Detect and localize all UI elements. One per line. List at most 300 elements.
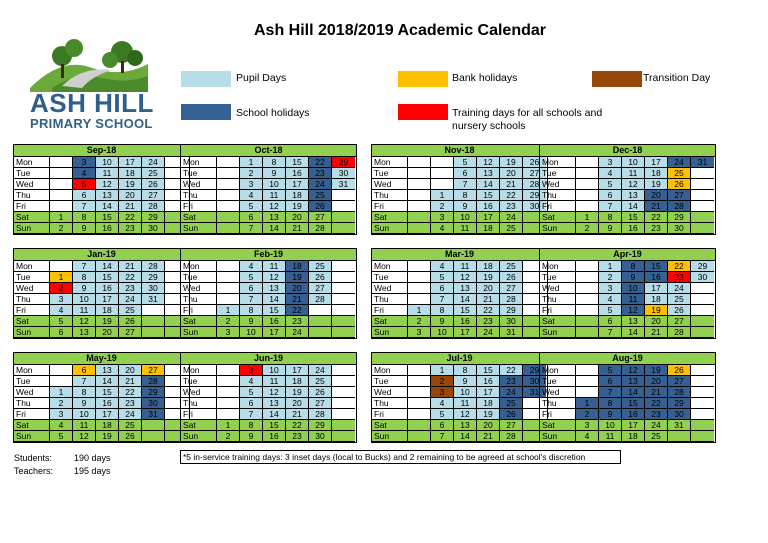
- day-name: Thu: [372, 190, 408, 201]
- day-cell: 11: [454, 261, 477, 272]
- month-title: Mar-19: [372, 249, 547, 261]
- day-cell: 19: [96, 431, 119, 442]
- legend-label-pupil: Pupil Days: [236, 72, 287, 84]
- day-cell: 23: [645, 223, 668, 234]
- day-cell: 24: [142, 157, 165, 168]
- day-cell: 26: [119, 316, 142, 327]
- day-cell: 6: [599, 190, 622, 201]
- day-cell: [691, 327, 714, 338]
- day-cell: 1: [50, 212, 73, 223]
- day-name: Mon: [540, 157, 576, 168]
- day-cell: 11: [622, 294, 645, 305]
- day-cell: 25: [142, 168, 165, 179]
- day-cell: 25: [500, 398, 523, 409]
- day-name: Sun: [540, 431, 576, 442]
- day-cell: 11: [263, 190, 286, 201]
- day-cell: [576, 316, 599, 327]
- week-row: [372, 376, 547, 387]
- week-row: [14, 212, 189, 223]
- day-cell: 15: [96, 387, 119, 398]
- day-name: Sat: [14, 316, 50, 327]
- day-cell: [576, 261, 599, 272]
- day-cell: 5: [240, 387, 263, 398]
- day-name: Mon: [14, 365, 50, 376]
- day-cell: 12: [622, 365, 645, 376]
- day-name: Mon: [372, 157, 408, 168]
- day-cell: 26: [668, 305, 691, 316]
- day-cell: 21: [645, 201, 668, 212]
- day-cell: 3: [408, 327, 431, 338]
- day-cell: 25: [668, 294, 691, 305]
- day-cell: 2: [50, 283, 73, 294]
- day-cell: 16: [96, 283, 119, 294]
- day-cell: 21: [500, 179, 523, 190]
- day-cell: 23: [309, 168, 332, 179]
- day-name: Sat: [181, 316, 217, 327]
- day-cell: 5: [599, 305, 622, 316]
- day-cell: [691, 420, 714, 431]
- day-cell: 31: [332, 179, 355, 190]
- day-name: Thu: [181, 294, 217, 305]
- day-cell: 24: [309, 179, 332, 190]
- day-cell: 10: [454, 387, 477, 398]
- students-label: Students:: [14, 453, 53, 463]
- day-cell: 11: [96, 168, 119, 179]
- day-name: Sun: [14, 223, 50, 234]
- day-name: Sat: [372, 212, 408, 223]
- day-cell: 9: [599, 223, 622, 234]
- day-cell: 24: [645, 420, 668, 431]
- day-cell: 21: [286, 409, 309, 420]
- day-cell: 7: [240, 409, 263, 420]
- day-cell: 17: [477, 212, 500, 223]
- day-cell: 29: [523, 190, 546, 201]
- week-row: [372, 168, 547, 179]
- month-title: May-19: [14, 353, 189, 365]
- day-cell: 9: [240, 316, 263, 327]
- day-cell: 16: [622, 223, 645, 234]
- day-name: Tue: [14, 168, 50, 179]
- day-cell: 5: [240, 201, 263, 212]
- day-cell: 22: [500, 365, 523, 376]
- day-cell: 24: [500, 387, 523, 398]
- day-name: Sat: [540, 420, 576, 431]
- day-cell: 17: [286, 179, 309, 190]
- day-cell: [408, 190, 431, 201]
- day-cell: 10: [240, 327, 263, 338]
- day-cell: 18: [286, 190, 309, 201]
- day-name: Sun: [540, 223, 576, 234]
- day-cell: 14: [263, 409, 286, 420]
- day-cell: 3: [50, 409, 73, 420]
- week-row: [181, 223, 356, 234]
- day-cell: 1: [50, 387, 73, 398]
- day-cell: 24: [119, 294, 142, 305]
- day-cell: 20: [477, 283, 500, 294]
- week-row: [14, 409, 189, 420]
- day-cell: 17: [119, 157, 142, 168]
- day-cell: [576, 365, 599, 376]
- week-row: [540, 261, 715, 272]
- day-cell: 10: [263, 179, 286, 190]
- day-name: Fri: [181, 201, 217, 212]
- week-row: [181, 376, 356, 387]
- day-cell: [408, 179, 431, 190]
- day-cell: [691, 283, 714, 294]
- day-cell: 14: [96, 201, 119, 212]
- legend-swatch-holidays: [181, 104, 231, 120]
- day-cell: 7: [73, 376, 96, 387]
- day-name: Fri: [14, 409, 50, 420]
- week-row: [14, 327, 189, 338]
- month-title: Jan-19: [14, 249, 189, 261]
- day-cell: [691, 398, 714, 409]
- day-name: Thu: [14, 294, 50, 305]
- day-cell: 2: [599, 272, 622, 283]
- day-cell: [217, 409, 240, 420]
- day-cell: 11: [73, 420, 96, 431]
- day-name: Sun: [372, 223, 408, 234]
- day-cell: 14: [622, 327, 645, 338]
- day-cell: 11: [263, 261, 286, 272]
- week-row: [14, 387, 189, 398]
- day-name: Tue: [540, 168, 576, 179]
- day-cell: 24: [668, 283, 691, 294]
- day-cell: 10: [73, 409, 96, 420]
- day-cell: 17: [477, 387, 500, 398]
- day-name: Mon: [14, 261, 50, 272]
- day-cell: 3: [576, 420, 599, 431]
- day-cell: 23: [645, 409, 668, 420]
- day-cell: 6: [431, 420, 454, 431]
- day-name: Fri: [372, 305, 408, 316]
- day-cell: [576, 305, 599, 316]
- day-cell: 9: [431, 316, 454, 327]
- day-cell: [332, 283, 355, 294]
- week-row: [14, 179, 189, 190]
- day-cell: 20: [645, 316, 668, 327]
- day-cell: 2: [50, 398, 73, 409]
- day-cell: 23: [119, 283, 142, 294]
- day-name: Sat: [14, 212, 50, 223]
- day-cell: 3: [50, 294, 73, 305]
- day-cell: [309, 327, 332, 338]
- day-cell: 18: [286, 376, 309, 387]
- legend-label-bank: Bank holidays: [452, 72, 518, 84]
- day-cell: 25: [500, 261, 523, 272]
- day-cell: 27: [668, 316, 691, 327]
- day-cell: 11: [73, 305, 96, 316]
- day-cell: 9: [454, 376, 477, 387]
- day-cell: 10: [622, 283, 645, 294]
- day-cell: 20: [645, 376, 668, 387]
- day-cell: 26: [668, 179, 691, 190]
- week-row: [14, 283, 189, 294]
- day-cell: [408, 283, 431, 294]
- day-name: Mon: [181, 157, 217, 168]
- students-days: 190 days: [74, 453, 111, 463]
- day-cell: 31: [668, 420, 691, 431]
- day-cell: [691, 431, 714, 442]
- day-cell: 13: [73, 327, 96, 338]
- day-cell: [332, 212, 355, 223]
- day-cell: 6: [599, 316, 622, 327]
- day-cell: 4: [73, 168, 96, 179]
- week-row: [540, 327, 715, 338]
- day-cell: 19: [286, 387, 309, 398]
- day-cell: 17: [645, 283, 668, 294]
- day-cell: 26: [500, 409, 523, 420]
- week-row: [181, 327, 356, 338]
- day-cell: 9: [240, 431, 263, 442]
- day-cell: 4: [431, 261, 454, 272]
- day-cell: 12: [96, 179, 119, 190]
- day-cell: 30: [332, 168, 355, 179]
- day-cell: 14: [622, 201, 645, 212]
- day-cell: 25: [668, 168, 691, 179]
- day-cell: 17: [96, 294, 119, 305]
- day-cell: 3: [73, 157, 96, 168]
- day-cell: [50, 190, 73, 201]
- day-cell: 27: [309, 398, 332, 409]
- day-cell: 20: [286, 212, 309, 223]
- day-cell: [217, 190, 240, 201]
- day-cell: [691, 305, 714, 316]
- day-cell: 11: [454, 398, 477, 409]
- day-name: Sun: [540, 327, 576, 338]
- day-cell: 19: [286, 201, 309, 212]
- week-row: [14, 365, 189, 376]
- week-row: [540, 316, 715, 327]
- day-cell: 9: [599, 409, 622, 420]
- day-cell: 28: [668, 387, 691, 398]
- day-cell: 1: [431, 190, 454, 201]
- day-cell: [576, 190, 599, 201]
- day-cell: 25: [645, 431, 668, 442]
- day-cell: 29: [142, 272, 165, 283]
- day-cell: [408, 398, 431, 409]
- day-cell: 20: [119, 365, 142, 376]
- day-name: Thu: [181, 190, 217, 201]
- day-cell: 26: [119, 431, 142, 442]
- day-cell: [691, 376, 714, 387]
- day-cell: [332, 223, 355, 234]
- day-cell: 1: [576, 212, 599, 223]
- day-cell: 21: [645, 387, 668, 398]
- day-cell: 9: [73, 223, 96, 234]
- legend-label-transition: Transition Day: [643, 72, 711, 84]
- month-title: Feb-19: [181, 249, 356, 261]
- week-row: [540, 212, 715, 223]
- day-cell: 20: [286, 283, 309, 294]
- day-cell: 25: [309, 190, 332, 201]
- day-cell: 14: [96, 261, 119, 272]
- day-cell: 6: [240, 212, 263, 223]
- day-cell: 3: [240, 179, 263, 190]
- week-row: [540, 294, 715, 305]
- day-cell: [217, 376, 240, 387]
- day-cell: 13: [622, 316, 645, 327]
- day-cell: [408, 261, 431, 272]
- day-cell: 12: [73, 316, 96, 327]
- day-cell: 9: [263, 168, 286, 179]
- day-name: Tue: [540, 272, 576, 283]
- day-cell: 24: [668, 157, 691, 168]
- day-name: Mon: [372, 261, 408, 272]
- day-cell: 19: [645, 365, 668, 376]
- day-name: Tue: [372, 168, 408, 179]
- day-cell: [309, 305, 332, 316]
- day-name: Thu: [14, 398, 50, 409]
- day-cell: 22: [119, 212, 142, 223]
- day-cell: 19: [500, 157, 523, 168]
- week-row: [14, 168, 189, 179]
- day-cell: 2: [576, 223, 599, 234]
- day-cell: [50, 157, 73, 168]
- day-cell: 16: [477, 201, 500, 212]
- week-row: [181, 431, 356, 442]
- week-row: [14, 261, 189, 272]
- month-title: Jul-19: [372, 353, 547, 365]
- month-block: [180, 144, 357, 235]
- day-name: Sat: [372, 316, 408, 327]
- day-cell: 16: [454, 316, 477, 327]
- day-cell: 15: [645, 261, 668, 272]
- day-cell: 21: [477, 431, 500, 442]
- day-cell: 18: [96, 420, 119, 431]
- day-cell: 22: [645, 398, 668, 409]
- day-cell: 27: [309, 283, 332, 294]
- day-cell: 5: [599, 365, 622, 376]
- day-cell: 22: [645, 212, 668, 223]
- week-row: [540, 157, 715, 168]
- day-cell: [332, 201, 355, 212]
- day-cell: 22: [500, 190, 523, 201]
- month-title: Nov-18: [372, 145, 547, 157]
- day-cell: 23: [286, 316, 309, 327]
- day-cell: 17: [454, 327, 477, 338]
- day-cell: 30: [523, 201, 546, 212]
- day-cell: 31: [523, 387, 546, 398]
- day-cell: 28: [500, 294, 523, 305]
- day-cell: 9: [622, 272, 645, 283]
- day-cell: 3: [599, 283, 622, 294]
- day-cell: 11: [622, 168, 645, 179]
- day-cell: [691, 316, 714, 327]
- day-name: Tue: [181, 376, 217, 387]
- day-cell: 18: [477, 261, 500, 272]
- day-cell: 18: [119, 168, 142, 179]
- week-row: [372, 223, 547, 234]
- day-cell: 4: [599, 294, 622, 305]
- week-row: [540, 283, 715, 294]
- day-name: Sat: [540, 316, 576, 327]
- day-cell: 4: [431, 398, 454, 409]
- day-cell: [50, 376, 73, 387]
- day-cell: 23: [119, 223, 142, 234]
- day-cell: 12: [263, 272, 286, 283]
- day-name: Fri: [540, 409, 576, 420]
- day-cell: 5: [454, 157, 477, 168]
- day-cell: [576, 387, 599, 398]
- day-cell: [576, 327, 599, 338]
- day-cell: [142, 327, 165, 338]
- day-cell: 31: [142, 294, 165, 305]
- day-cell: 26: [309, 387, 332, 398]
- day-cell: 6: [454, 168, 477, 179]
- day-name: Sat: [372, 420, 408, 431]
- day-cell: 25: [309, 261, 332, 272]
- day-cell: 18: [622, 431, 645, 442]
- week-row: [540, 420, 715, 431]
- week-row: [14, 376, 189, 387]
- day-cell: [50, 365, 73, 376]
- day-cell: 30: [142, 398, 165, 409]
- day-name: Tue: [372, 376, 408, 387]
- week-row: [540, 272, 715, 283]
- day-cell: 4: [576, 431, 599, 442]
- day-cell: 7: [431, 294, 454, 305]
- day-name: Thu: [372, 294, 408, 305]
- day-cell: [332, 261, 355, 272]
- day-cell: 24: [119, 409, 142, 420]
- week-row: [181, 420, 356, 431]
- legend-label-training-1: Training days for all schools and: [452, 107, 603, 119]
- day-name: Thu: [14, 190, 50, 201]
- week-row: [540, 179, 715, 190]
- day-cell: 8: [73, 387, 96, 398]
- legend-swatch-bank: [398, 71, 448, 87]
- day-cell: [217, 261, 240, 272]
- day-cell: 8: [73, 212, 96, 223]
- day-cell: 23: [500, 376, 523, 387]
- day-cell: 16: [263, 316, 286, 327]
- day-cell: 28: [142, 201, 165, 212]
- day-cell: 9: [73, 283, 96, 294]
- day-cell: [408, 272, 431, 283]
- day-name: Thu: [372, 398, 408, 409]
- day-cell: 21: [119, 201, 142, 212]
- month-block: [13, 144, 190, 235]
- week-row: [372, 190, 547, 201]
- day-cell: 17: [286, 365, 309, 376]
- day-cell: 27: [142, 190, 165, 201]
- day-cell: 6: [599, 376, 622, 387]
- day-cell: 19: [96, 316, 119, 327]
- day-cell: 7: [599, 387, 622, 398]
- day-cell: [408, 365, 431, 376]
- day-cell: 13: [96, 365, 119, 376]
- day-cell: 10: [96, 157, 119, 168]
- day-name: Sat: [181, 212, 217, 223]
- day-cell: 5: [240, 272, 263, 283]
- week-row: [540, 305, 715, 316]
- day-cell: 29: [142, 212, 165, 223]
- week-row: [14, 201, 189, 212]
- day-cell: [408, 201, 431, 212]
- day-cell: 20: [286, 398, 309, 409]
- day-cell: 14: [454, 431, 477, 442]
- day-cell: 13: [96, 190, 119, 201]
- day-name: Wed: [181, 179, 217, 190]
- day-cell: 25: [500, 223, 523, 234]
- day-cell: 7: [73, 201, 96, 212]
- day-cell: 1: [576, 398, 599, 409]
- day-cell: 14: [622, 387, 645, 398]
- day-cell: [50, 201, 73, 212]
- day-cell: 21: [119, 261, 142, 272]
- day-cell: 23: [500, 201, 523, 212]
